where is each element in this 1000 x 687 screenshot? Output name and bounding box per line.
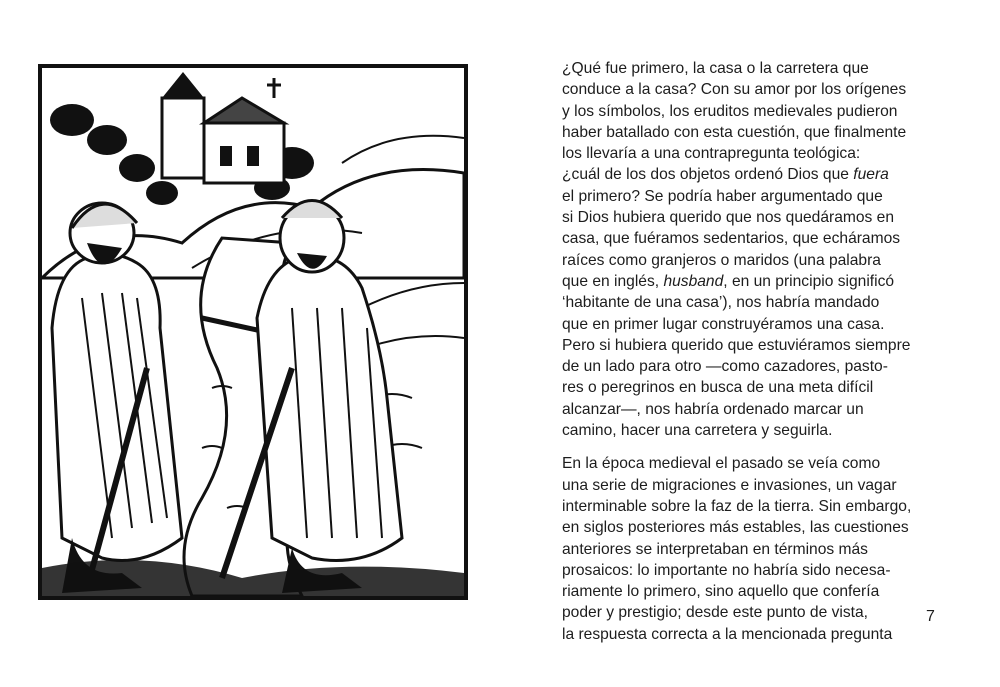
- text-line: que en primer lugar construyéramos una casa.: [562, 315, 885, 333]
- text-line: el primero? Se podría haber argumentado que: [562, 187, 883, 205]
- text-line: conduce a la casa? Con su amor por los orígenes: [562, 81, 907, 99]
- woodcut-illustration: [38, 64, 468, 600]
- text-line: la respuesta correcta a la mencionada pregunta: [562, 625, 893, 643]
- italic-word: husband: [663, 272, 724, 290]
- text-line: y los símbolos, los eruditos medievales pudieron: [562, 102, 898, 120]
- text-line: [562, 271, 952, 292]
- text-line: prosaicos: lo importante no habría sido necesa-: [562, 561, 891, 579]
- text-line: riamente lo primero, sino aquello que confería: [562, 583, 880, 601]
- text-segment: que en inglés,: [562, 272, 664, 290]
- text-line: Pero si hubiera querido que estuviéramos siempre: [562, 336, 911, 354]
- pilgrims-woodcut-icon: [42, 68, 464, 596]
- text-line: anteriores se interpretaban en términos más: [562, 540, 868, 558]
- text-line: [562, 164, 952, 185]
- text-line: ‘habitante de una casa’), nos habría mandado: [562, 294, 880, 312]
- text-line: interminable sobre la faz de la tierra. Sin embargo,: [562, 497, 912, 515]
- text-line: ¿Qué fue primero, la casa o la carretera que: [562, 60, 869, 77]
- text-line: res o peregrinos en busca de una meta difícil: [562, 379, 874, 397]
- text-line: si Dios hubiera querido que nos quedáramos en: [562, 209, 895, 227]
- body-text: [562, 58, 952, 645]
- text-line: raíces como granjeros o maridos (una palabra: [562, 251, 881, 269]
- text-line: una serie de migraciones e invasiones, un vagar: [562, 476, 897, 494]
- paragraph-2: [562, 453, 952, 645]
- text-line: haber batallado con esta cuestión, que finalmente: [562, 123, 907, 141]
- text-line: en siglos posteriores más estables, las cuestiones: [562, 519, 909, 537]
- text-line: poder y prestigio; desde este punto de vista,: [562, 604, 869, 622]
- text-line: camino, hacer una carretera y seguirla.: [562, 422, 833, 440]
- paragraph-1: [562, 58, 952, 441]
- text-line: alcanzar—, nos habría ordenado marcar un: [562, 400, 864, 418]
- text-segment: ¿cuál de los dos objetos ordenó Dios que: [562, 166, 854, 184]
- text-segment: , en un principio significó: [723, 272, 895, 290]
- italic-word: fuera: [853, 166, 889, 184]
- text-line: casa, que fuéramos sedentarios, que echáramos: [562, 230, 901, 248]
- text-line: En la época medieval el pasado se veía como: [562, 455, 881, 473]
- page-number: 7: [926, 608, 935, 625]
- text-line: los llevaría a una contrapregunta teológica:: [562, 145, 861, 163]
- text-line: de un lado para otro —como cazadores, pasto-: [562, 358, 888, 376]
